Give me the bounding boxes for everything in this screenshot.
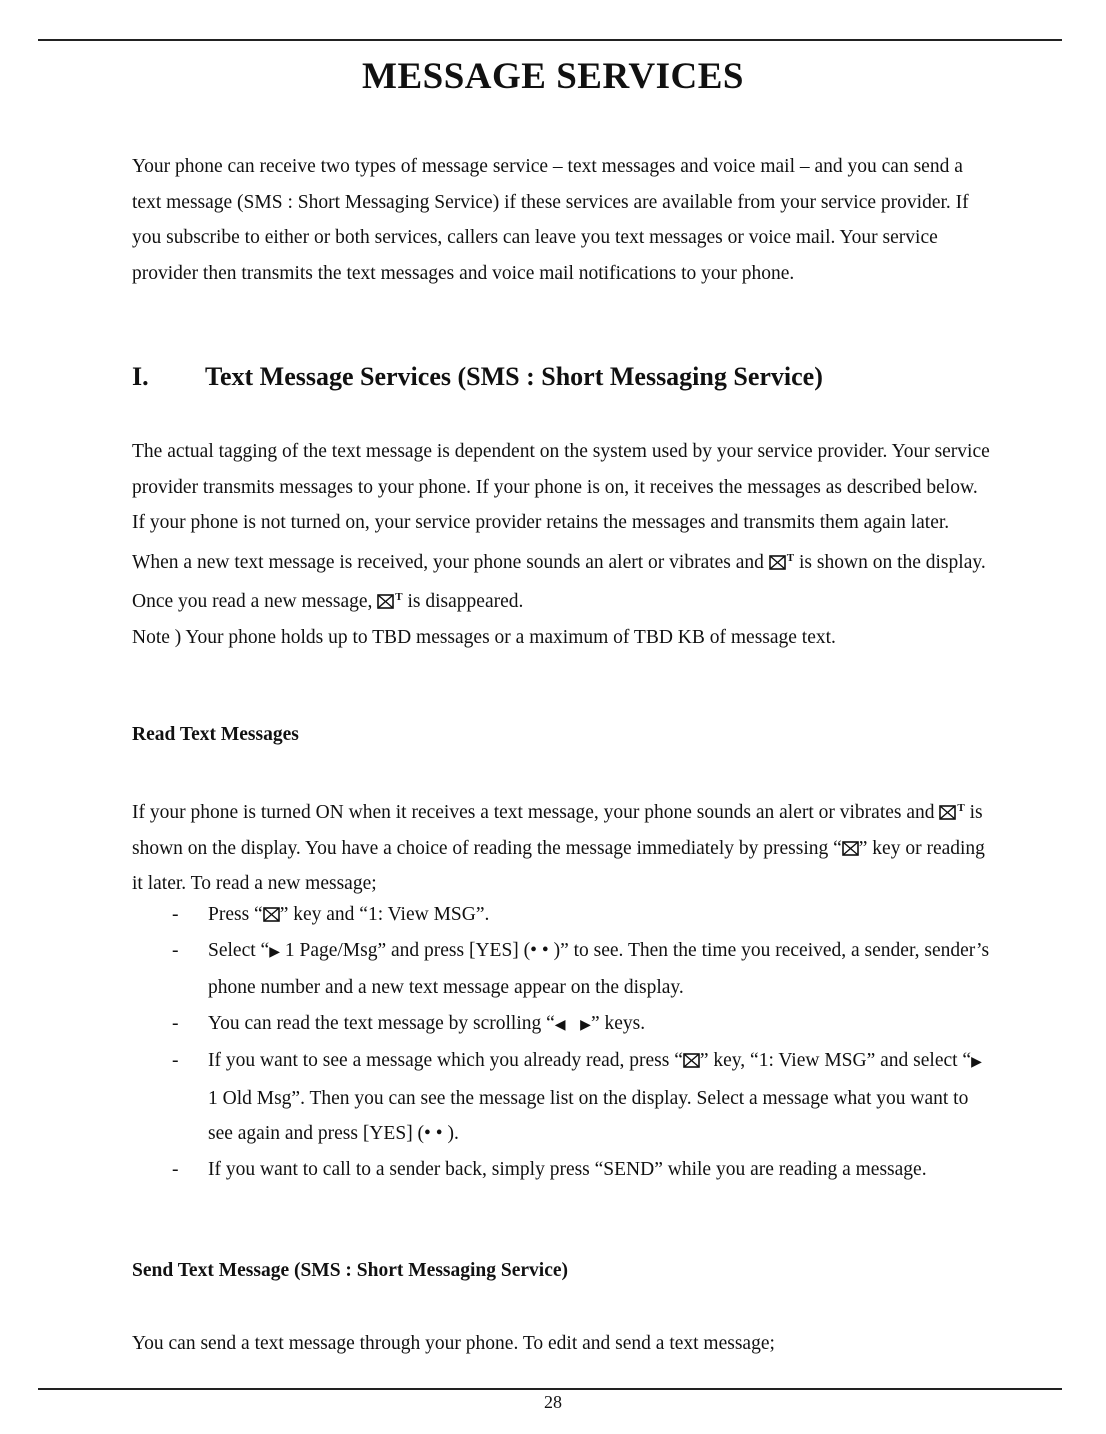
new-message-text-3: is disappeared. (407, 591, 524, 612)
list-item: - If you want to call to a sender back, simply press “SEND” while you are reading a message. (132, 1152, 992, 1188)
read-text-1: If your phone is turned ON when it receives a text message, your phone sounds an alert or vibrates and (132, 802, 935, 823)
read-steps-list (132, 897, 992, 1187)
read-text-2: is shown on the display. You have a choice of reading the message immediately by pressing “ (132, 802, 983, 859)
bottom-rule (38, 1388, 1062, 1390)
list-dash: - (172, 904, 179, 925)
new-text-message-icon: T (769, 552, 794, 573)
right-arrow-icon: ▶ (971, 1055, 982, 1070)
send-heading: Send Text Message (SMS : Short Messaging Service) (132, 1260, 569, 1281)
page-title: MESSAGE SERVICES (362, 56, 744, 97)
message-key-icon (683, 1050, 700, 1071)
right-arrow-icon: ▶ (580, 1017, 591, 1033)
list-dash: - (172, 1158, 179, 1180)
read-text-3: ” key or reading it later. To read a new message; (132, 837, 985, 894)
right-arrow-icon: ▶ (269, 944, 280, 960)
new-message-paragraph (132, 541, 992, 620)
list-dash: - (172, 939, 179, 961)
list-dash: - (172, 1012, 179, 1034)
left-arrow-icon: ◀ (554, 1017, 566, 1033)
list-item: - Press “ ” key and “1: View MSG”. (132, 897, 992, 933)
note-paragraph: Note ) Your phone holds up to TBD messages or a maximum of TBD KB of message text. (132, 626, 836, 648)
top-rule (38, 39, 1062, 41)
message-key-icon (263, 904, 280, 925)
message-key-icon (842, 838, 859, 859)
page-number: 28 (544, 1392, 562, 1412)
send-paragraph: You can send a text message through your phone. To edit and send a text message; (132, 1333, 775, 1354)
intro-paragraph: Your phone can receive two types of message service – text messages and voice mail – and you can send a text message (SMS : Short Messaging Service) if these services are available from your service provider. If you subscribe to either or both services, callers can leave you text messages or voice mail. Your service provider then transmits the text messages and voice mail notifications to your phone. (132, 156, 969, 284)
new-message-text-2: is shown on the display. Once you read a new message, (132, 551, 986, 612)
read-heading: Read Text Messages (132, 724, 299, 745)
section-title: Text Message Services (SMS : Short Messaging Service) (205, 362, 823, 391)
section-number: I. (132, 362, 149, 391)
new-message-text-1: When a new text message is received, your phone sounds an alert or vibrates and (132, 551, 764, 573)
read-paragraph (132, 791, 992, 902)
list-item: - You can read the text message by scrolling “◀ ▶” keys. (132, 1006, 992, 1044)
section-body (132, 434, 992, 655)
list-dash: - (172, 1050, 179, 1071)
list-item: - If you want to see a message which you already read, press “ ” key, “1: View MSG” and select “▶ 1 Old Msg”. Then you can see the message list on the display. Select a message what you want to see again and press [YES] (• • ). (132, 1043, 992, 1152)
new-text-message-icon: T (939, 802, 964, 823)
new-text-message-icon: T (377, 591, 402, 612)
tagging-paragraph: The actual tagging of the text message is dependent on the system used by your service provider. Your service provider transmits messages to your phone. If your phone is on, it receives the messages as described below. If your phone is not turned on, your service provider retains the messages and transmits them again later. (132, 441, 990, 533)
list-item: - Select “▶ 1 Page/Msg” and press [YES] (• • )” to see. Then the time you received, a sender, sender’s phone number and a new text message appear on the display. (132, 933, 992, 1006)
